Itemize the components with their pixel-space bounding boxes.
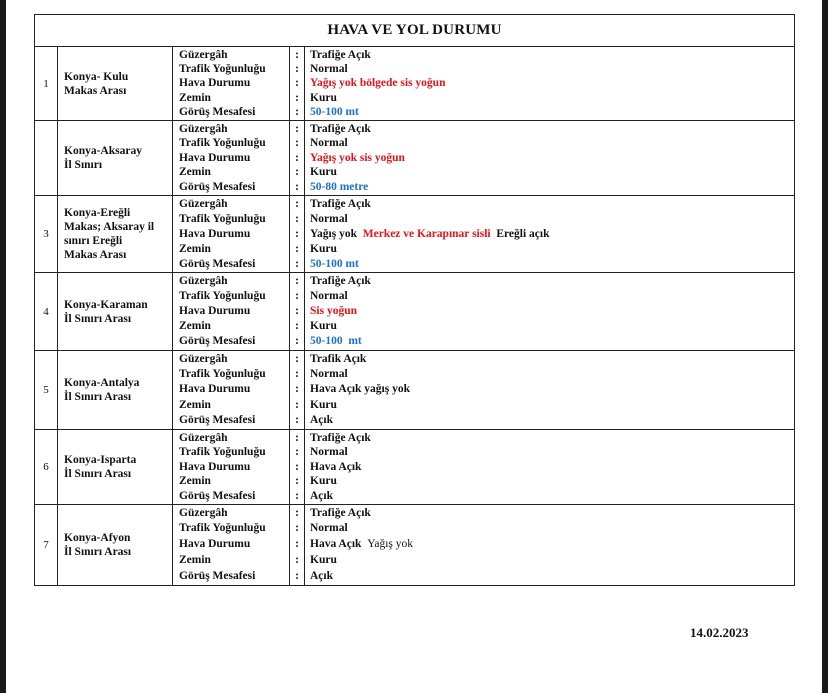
field-labels xyxy=(173,273,290,351)
field-value xyxy=(310,197,794,212)
field-value-segment: Açık xyxy=(310,414,333,427)
route-row xyxy=(35,351,795,430)
field-label: Güzergâh xyxy=(179,122,228,135)
field-label: Hava Durumu xyxy=(179,227,251,240)
field-label: Güzergâh xyxy=(179,48,228,61)
field-value-segment: Açık xyxy=(310,489,333,502)
field-label: Görüş Mesafesi xyxy=(179,414,256,427)
colon-separator: : xyxy=(295,62,299,75)
field-value xyxy=(310,227,794,242)
field-label: Güzergâh xyxy=(179,431,228,444)
route-name-line: Konya-Aksaray xyxy=(64,145,142,157)
colon-separator: : xyxy=(295,398,299,411)
field-label: Trafik Yoğunluğu xyxy=(179,522,266,535)
colon-separator: : xyxy=(295,289,299,302)
colon-separator: : xyxy=(295,304,299,317)
field-value-segment: Ereğli açık xyxy=(490,227,550,240)
field-value-segment: Kuru xyxy=(310,91,337,104)
field-values xyxy=(305,430,795,505)
field-labels xyxy=(173,430,290,505)
field-value xyxy=(310,304,794,319)
route-name xyxy=(58,121,173,196)
route-name xyxy=(58,47,173,121)
field-value xyxy=(310,180,794,195)
field-value xyxy=(310,569,794,585)
field-value xyxy=(310,398,794,413)
field-value xyxy=(310,537,794,553)
field-label: Zemin xyxy=(179,91,211,104)
colon-separator: : xyxy=(295,180,299,193)
colon-column xyxy=(290,351,305,430)
route-row xyxy=(35,273,795,351)
route-name-line: İl Sınırı Arası xyxy=(64,468,132,480)
colon-column xyxy=(290,430,305,505)
route-name-line: Makas Arası xyxy=(64,249,127,261)
field-value xyxy=(310,274,794,289)
row-number: 1 xyxy=(35,47,58,121)
colon-column xyxy=(290,505,305,586)
route-name-line: İl Sınırı xyxy=(64,159,103,171)
field-value xyxy=(310,105,794,119)
field-labels xyxy=(173,47,290,121)
route-name xyxy=(58,273,173,351)
field-value-segment: Normal xyxy=(310,522,348,535)
field-value xyxy=(310,257,794,272)
field-value xyxy=(310,352,794,367)
colon-separator: : xyxy=(295,522,299,535)
field-value-segment: Kuru xyxy=(310,553,337,566)
field-label: Görüş Mesafesi xyxy=(179,335,256,348)
field-value-segment: 50-100 mt xyxy=(310,257,359,270)
route-row xyxy=(35,47,795,121)
colon-separator: : xyxy=(295,48,299,61)
field-value-segment: Kuru xyxy=(310,166,337,179)
field-value-segment: Hava Açık xyxy=(310,538,368,551)
field-label: Hava Durumu xyxy=(179,460,251,473)
field-value-segment: Normal xyxy=(310,367,348,380)
colon-separator: : xyxy=(295,352,299,365)
field-values xyxy=(305,273,795,351)
field-value-segment: Trafiğe Açık xyxy=(310,274,371,287)
field-label: Hava Durumu xyxy=(179,151,251,164)
field-value xyxy=(310,521,794,537)
route-name-line: sınırı Ereğli xyxy=(64,235,123,247)
field-label: Görüş Mesafesi xyxy=(179,180,256,193)
field-value xyxy=(310,334,794,349)
route-row xyxy=(35,505,795,586)
field-value-segment: Kuru xyxy=(310,320,337,333)
field-value-segment: Trafiğe Açık xyxy=(310,431,371,444)
field-value xyxy=(310,367,794,382)
route-name-line: İl Sınırı Arası xyxy=(64,391,132,403)
colon-separator: : xyxy=(295,197,299,210)
field-value-segment: 50-100 mt xyxy=(310,106,359,119)
field-label: Görüş Mesafesi xyxy=(179,569,256,582)
field-value-segment: Yağış yok xyxy=(310,227,363,240)
field-value-segment: Trafiğe Açık xyxy=(310,506,371,519)
field-values xyxy=(305,351,795,430)
row-number: 4 xyxy=(35,273,58,351)
route-name-line: Makas Arası xyxy=(64,84,127,97)
route-name-line: Konya-Karaman xyxy=(64,298,148,311)
field-values xyxy=(305,196,795,273)
field-label: Görüş Mesafesi xyxy=(179,106,256,119)
field-value xyxy=(310,242,794,257)
colon-separator: : xyxy=(295,475,299,488)
route-name-line: Makas; Aksaray il xyxy=(64,221,155,233)
colon-separator: : xyxy=(295,414,299,427)
field-value xyxy=(310,489,794,504)
field-label: Trafik Yoğunluğu xyxy=(179,212,266,225)
field-value-segment: Normal xyxy=(310,289,348,302)
field-value-segment: Kuru xyxy=(310,242,337,255)
field-value-segment: Yağış yok xyxy=(367,538,413,551)
colon-separator: : xyxy=(295,212,299,225)
field-value xyxy=(310,413,794,428)
field-values xyxy=(305,121,795,196)
left-frame-edge xyxy=(0,0,6,693)
field-label: Hava Durumu xyxy=(179,77,251,90)
colon-separator: : xyxy=(295,122,299,135)
colon-separator: : xyxy=(295,569,299,582)
field-value xyxy=(310,319,794,334)
field-value xyxy=(310,212,794,227)
field-value xyxy=(310,289,794,304)
route-name xyxy=(58,430,173,505)
route-name-line: Konya-Afyon xyxy=(64,532,131,544)
field-label: Güzergâh xyxy=(179,274,228,287)
field-label: Görüş Mesafesi xyxy=(179,257,256,270)
field-value-segment: Kuru xyxy=(310,398,337,411)
colon-separator: : xyxy=(295,553,299,566)
colon-separator: : xyxy=(295,242,299,255)
weather-road-table xyxy=(34,14,795,586)
field-value xyxy=(310,122,794,137)
field-label: Zemin xyxy=(179,166,211,179)
colon-column xyxy=(290,121,305,196)
colon-column xyxy=(290,196,305,273)
colon-separator: : xyxy=(295,335,299,348)
field-label: Trafik Yoğunluğu xyxy=(179,367,266,380)
route-name xyxy=(58,505,173,586)
field-value xyxy=(310,431,794,446)
field-value-segment: Normal xyxy=(310,137,348,150)
field-label: Güzergâh xyxy=(179,506,228,519)
colon-separator: : xyxy=(295,257,299,270)
field-value-segment: Normal xyxy=(310,212,348,225)
route-name-line: Konya-Ereğli xyxy=(64,207,131,219)
field-value-segment: Yağış yok bölgede sis yoğun xyxy=(310,77,446,90)
field-label: Zemin xyxy=(179,398,211,411)
route-name-line: Konya- Kulu xyxy=(64,70,129,83)
row-number: 5 xyxy=(35,351,58,430)
colon-separator: : xyxy=(295,227,299,240)
field-label: Trafik Yoğunluğu xyxy=(179,137,266,150)
field-value-segment: Hava Açık xyxy=(310,460,362,473)
field-label: Güzergâh xyxy=(179,352,228,365)
field-label: Hava Durumu xyxy=(179,383,251,396)
field-value xyxy=(310,445,794,460)
colon-separator: : xyxy=(295,274,299,287)
colon-separator: : xyxy=(295,137,299,150)
field-labels xyxy=(173,196,290,273)
route-name-line: İl Sınırı Arası xyxy=(64,312,132,325)
right-frame-edge xyxy=(822,0,828,693)
field-value-segment: 50-100 mt xyxy=(310,335,362,348)
colon-column xyxy=(290,47,305,121)
field-value-segment: Kuru xyxy=(310,475,337,488)
field-value xyxy=(310,76,794,90)
field-label: Zemin xyxy=(179,553,211,566)
page-title: HAVA VE YOL DURUMU xyxy=(35,15,795,47)
colon-separator: : xyxy=(295,106,299,119)
field-value-segment: 50-80 metre xyxy=(310,180,369,193)
field-value xyxy=(310,460,794,475)
field-value-segment: Trafiğe Açık xyxy=(310,122,371,135)
row-number: 3 xyxy=(35,196,58,273)
colon-column xyxy=(290,273,305,351)
route-row xyxy=(35,196,795,273)
field-label: Trafik Yoğunluğu xyxy=(179,289,266,302)
route-name xyxy=(58,351,173,430)
field-labels xyxy=(173,505,290,586)
colon-separator: : xyxy=(295,460,299,473)
field-value xyxy=(310,165,794,180)
field-value xyxy=(310,474,794,489)
field-value-segment: Açık xyxy=(310,569,333,582)
field-value-segment: Yağış yok sis yoğun xyxy=(310,151,405,164)
colon-separator: : xyxy=(295,506,299,519)
field-label: Güzergâh xyxy=(179,197,228,210)
field-label: Zemin xyxy=(179,475,211,488)
row-number xyxy=(35,121,58,196)
field-value-segment: Normal xyxy=(310,446,348,459)
field-label: Trafik Yoğunluğu xyxy=(179,62,266,75)
field-value xyxy=(310,91,794,105)
field-value-segment: Trafiğe Açık xyxy=(310,197,371,210)
route-row xyxy=(35,121,795,196)
field-labels xyxy=(173,121,290,196)
route-name xyxy=(58,196,173,273)
field-value xyxy=(310,62,794,76)
colon-separator: : xyxy=(295,91,299,104)
colon-separator: : xyxy=(295,446,299,459)
route-row xyxy=(35,430,795,505)
colon-separator: : xyxy=(295,367,299,380)
colon-separator: : xyxy=(295,489,299,502)
colon-separator: : xyxy=(295,383,299,396)
field-label: Hava Durumu xyxy=(179,304,251,317)
field-value xyxy=(310,136,794,151)
field-value-segment: Hava Açık yağış yok xyxy=(310,383,411,396)
colon-separator: : xyxy=(295,151,299,164)
colon-separator: : xyxy=(295,77,299,90)
field-label: Trafik Yoğunluğu xyxy=(179,446,266,459)
field-value xyxy=(310,48,794,62)
colon-separator: : xyxy=(295,320,299,333)
field-value-segment: Normal xyxy=(310,62,348,75)
field-label: Hava Durumu xyxy=(179,538,251,551)
row-number: 7 xyxy=(35,505,58,586)
field-values xyxy=(305,47,795,121)
field-value xyxy=(310,506,794,522)
field-value xyxy=(310,382,794,397)
field-value-segment: Trafiğe Açık xyxy=(310,48,371,61)
colon-separator: : xyxy=(295,538,299,551)
row-number: 6 xyxy=(35,430,58,505)
colon-separator: : xyxy=(295,431,299,444)
field-values xyxy=(305,505,795,586)
field-label: Görüş Mesafesi xyxy=(179,489,256,502)
route-name-line: Konya-Antalya xyxy=(64,377,140,389)
route-name-line: İl Sınırı Arası xyxy=(64,546,132,558)
document-date: 14.02.2023 xyxy=(690,625,749,640)
field-value-segment: Sis yoğun xyxy=(310,304,357,317)
field-label: Zemin xyxy=(179,242,211,255)
colon-separator: : xyxy=(295,166,299,179)
field-labels xyxy=(173,351,290,430)
route-name-line: Konya-Isparta xyxy=(64,454,137,466)
field-value xyxy=(310,151,794,166)
title-row xyxy=(35,15,795,47)
field-value xyxy=(310,553,794,569)
field-value-segment: Merkez ve Karapınar sisli xyxy=(362,227,491,240)
field-label: Zemin xyxy=(179,320,211,333)
field-value-segment: Trafik Açık xyxy=(310,352,367,365)
